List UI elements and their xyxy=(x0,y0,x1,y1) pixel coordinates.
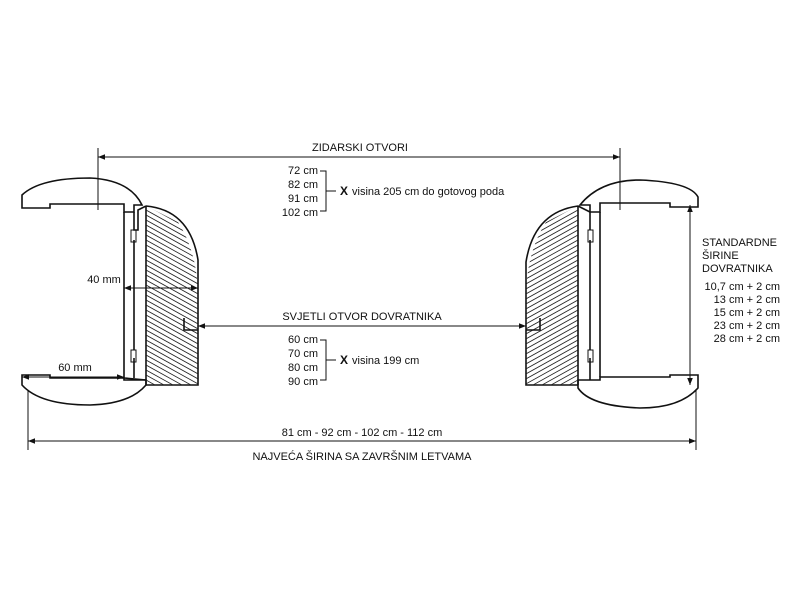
hatch-line xyxy=(146,195,200,225)
hatch-line xyxy=(146,320,200,350)
hatch-line xyxy=(524,350,578,380)
hatch-line xyxy=(524,355,578,385)
hatch-line xyxy=(146,170,200,200)
hatch-line xyxy=(524,265,578,295)
hatch-line xyxy=(524,205,578,235)
hatch-line xyxy=(146,390,200,420)
hatch-line xyxy=(146,435,200,465)
hatch-line xyxy=(146,175,200,205)
hatch-line xyxy=(146,295,200,325)
svjetli-width-2: 80 cm xyxy=(288,362,318,374)
hatch-line xyxy=(146,375,200,405)
svjetli-width-0: 60 cm xyxy=(288,334,318,346)
hatch-line xyxy=(524,195,578,225)
svjetli-height: visina 199 cm xyxy=(352,355,420,367)
right-frame-section xyxy=(524,110,698,445)
right-jamb xyxy=(578,206,600,380)
hatch-line xyxy=(146,140,200,170)
hatch-line xyxy=(524,385,578,415)
hatch-line xyxy=(524,180,578,210)
hatch-line xyxy=(146,330,200,360)
standardne-title-0: STANDARDNE xyxy=(702,237,777,249)
hatch-line xyxy=(146,240,200,270)
hatch-line xyxy=(146,150,200,180)
right-frame-body xyxy=(526,206,578,385)
hatch-line xyxy=(146,445,200,475)
hatch-line xyxy=(524,300,578,330)
hatch-line xyxy=(524,230,578,260)
hatch-line xyxy=(146,310,200,340)
najveca-values: 81 cm - 92 cm - 102 cm - 112 cm xyxy=(281,427,443,439)
hatch-line xyxy=(524,115,578,145)
zidarski-width-0: 72 cm xyxy=(288,165,318,177)
hatch-line xyxy=(146,185,200,215)
hatch-line xyxy=(524,345,578,375)
hatch-line xyxy=(524,140,578,170)
standardne-value-0: 10,7 cm + 2 cm xyxy=(704,281,780,293)
standardne-title-2: DOVRATNIKA xyxy=(702,263,773,275)
hatch-line xyxy=(524,340,578,370)
zidarski-width-1: 82 cm xyxy=(288,179,318,191)
zidarski-bracket xyxy=(320,171,336,211)
hatch-line xyxy=(524,155,578,185)
hatch-line xyxy=(524,320,578,350)
hatch-line xyxy=(146,405,200,435)
hatch-line xyxy=(524,150,578,180)
hatch-line xyxy=(524,310,578,340)
hatch-line xyxy=(524,110,578,140)
dim-40mm-label: 40 mm xyxy=(87,274,121,286)
hatch-line xyxy=(524,220,578,250)
hatch-line xyxy=(524,200,578,230)
dim-60mm-label: 60 mm xyxy=(58,362,92,374)
hatch-line xyxy=(146,270,200,300)
left-top-casing xyxy=(22,178,142,212)
hatch-line xyxy=(524,275,578,305)
svjetli-width-3: 90 cm xyxy=(288,376,318,388)
hatch-line xyxy=(146,350,200,380)
hatch-line xyxy=(146,345,200,375)
left-frame-section xyxy=(22,140,200,475)
hatch-line xyxy=(524,250,578,280)
standardne-value-4: 28 cm + 2 cm xyxy=(713,333,780,345)
hatch-line xyxy=(146,340,200,370)
hatch-line xyxy=(146,165,200,195)
hatch-line xyxy=(146,275,200,305)
hatch-line xyxy=(524,335,578,365)
hatch-line xyxy=(146,395,200,425)
hatch-line xyxy=(146,355,200,385)
hatch-line xyxy=(146,160,200,190)
hatch-line xyxy=(146,385,200,415)
hatch-line xyxy=(524,145,578,175)
zidarski-title: ZIDARSKI OTVORI xyxy=(312,142,408,154)
hatch-line xyxy=(146,410,200,440)
hatch-line xyxy=(146,285,200,315)
hatch-line xyxy=(524,280,578,310)
hatch-line xyxy=(146,420,200,450)
hatch-line xyxy=(146,440,200,470)
standardne-value-1: 13 cm + 2 cm xyxy=(713,294,780,306)
zidarski-width-2: 91 cm xyxy=(288,193,318,205)
hatch-line xyxy=(146,245,200,275)
right-wall-hatch xyxy=(524,110,578,445)
hatch-line xyxy=(146,280,200,310)
hatch-line xyxy=(524,255,578,285)
hatch-line xyxy=(524,400,578,430)
hatch-line xyxy=(524,125,578,155)
hatch-line xyxy=(524,120,578,150)
standardne-value-3: 23 cm + 2 cm xyxy=(713,320,780,332)
hatch-line xyxy=(146,430,200,460)
hatch-line xyxy=(524,410,578,440)
hatch-line xyxy=(146,255,200,285)
hatch-line xyxy=(146,290,200,320)
hatch-line xyxy=(146,365,200,395)
hatch-line xyxy=(146,155,200,185)
hatch-line xyxy=(146,220,200,250)
zidarski-height: visina 205 cm do gotovog poda xyxy=(352,186,505,198)
standardne-value-2: 15 cm + 2 cm xyxy=(713,307,780,319)
hatch-line xyxy=(524,365,578,395)
hatch-line xyxy=(524,270,578,300)
hatch-line xyxy=(524,160,578,190)
hatch-line xyxy=(146,260,200,290)
hatch-line xyxy=(146,180,200,210)
zidarski-x-mark: X xyxy=(340,184,349,198)
hatch-line xyxy=(146,300,200,330)
hatch-line xyxy=(146,205,200,235)
hatch-line xyxy=(524,185,578,215)
svjetli-x-mark: X xyxy=(340,353,349,367)
svjetli-title: SVJETLI OTVOR DOVRATNIKA xyxy=(282,311,442,323)
hatch-line xyxy=(524,135,578,165)
hatch-line xyxy=(146,215,200,245)
hatch-line xyxy=(524,245,578,275)
hatch-line xyxy=(146,335,200,365)
hatch-line xyxy=(146,400,200,430)
svjetli-width-1: 70 cm xyxy=(288,348,318,360)
hatch-line xyxy=(524,375,578,405)
hatch-line xyxy=(146,250,200,280)
hatch-line xyxy=(524,330,578,360)
hatch-line xyxy=(524,390,578,420)
hatch-line xyxy=(524,405,578,435)
left-frame-body xyxy=(146,206,198,385)
hatch-line xyxy=(524,170,578,200)
right-bottom-casing xyxy=(578,375,698,408)
hatch-line xyxy=(524,130,578,160)
left-bottom-casing xyxy=(22,375,146,405)
hatch-line xyxy=(146,425,200,455)
hatch-line xyxy=(524,175,578,205)
hatch-line xyxy=(146,230,200,260)
hatch-line xyxy=(524,290,578,320)
left-wall-hatch xyxy=(146,140,200,475)
hatch-line xyxy=(524,395,578,425)
hatch-line xyxy=(524,165,578,195)
hatch-line xyxy=(524,240,578,270)
standardne-title-1: ŠIRINE xyxy=(702,250,739,262)
zidarski-width-3: 102 cm xyxy=(281,207,318,219)
hatch-line xyxy=(146,265,200,295)
hatch-line xyxy=(524,285,578,315)
right-top-casing xyxy=(580,180,698,212)
hatch-line xyxy=(146,145,200,175)
left-jamb xyxy=(124,206,146,380)
hatch-line xyxy=(524,260,578,290)
najveca-title: NAJVEĆA ŠIRINA SA ZAVRŠNIM LETVAMA xyxy=(252,451,472,463)
hatch-line xyxy=(524,210,578,240)
svjetli-bracket xyxy=(320,340,336,380)
hatch-line xyxy=(524,295,578,325)
